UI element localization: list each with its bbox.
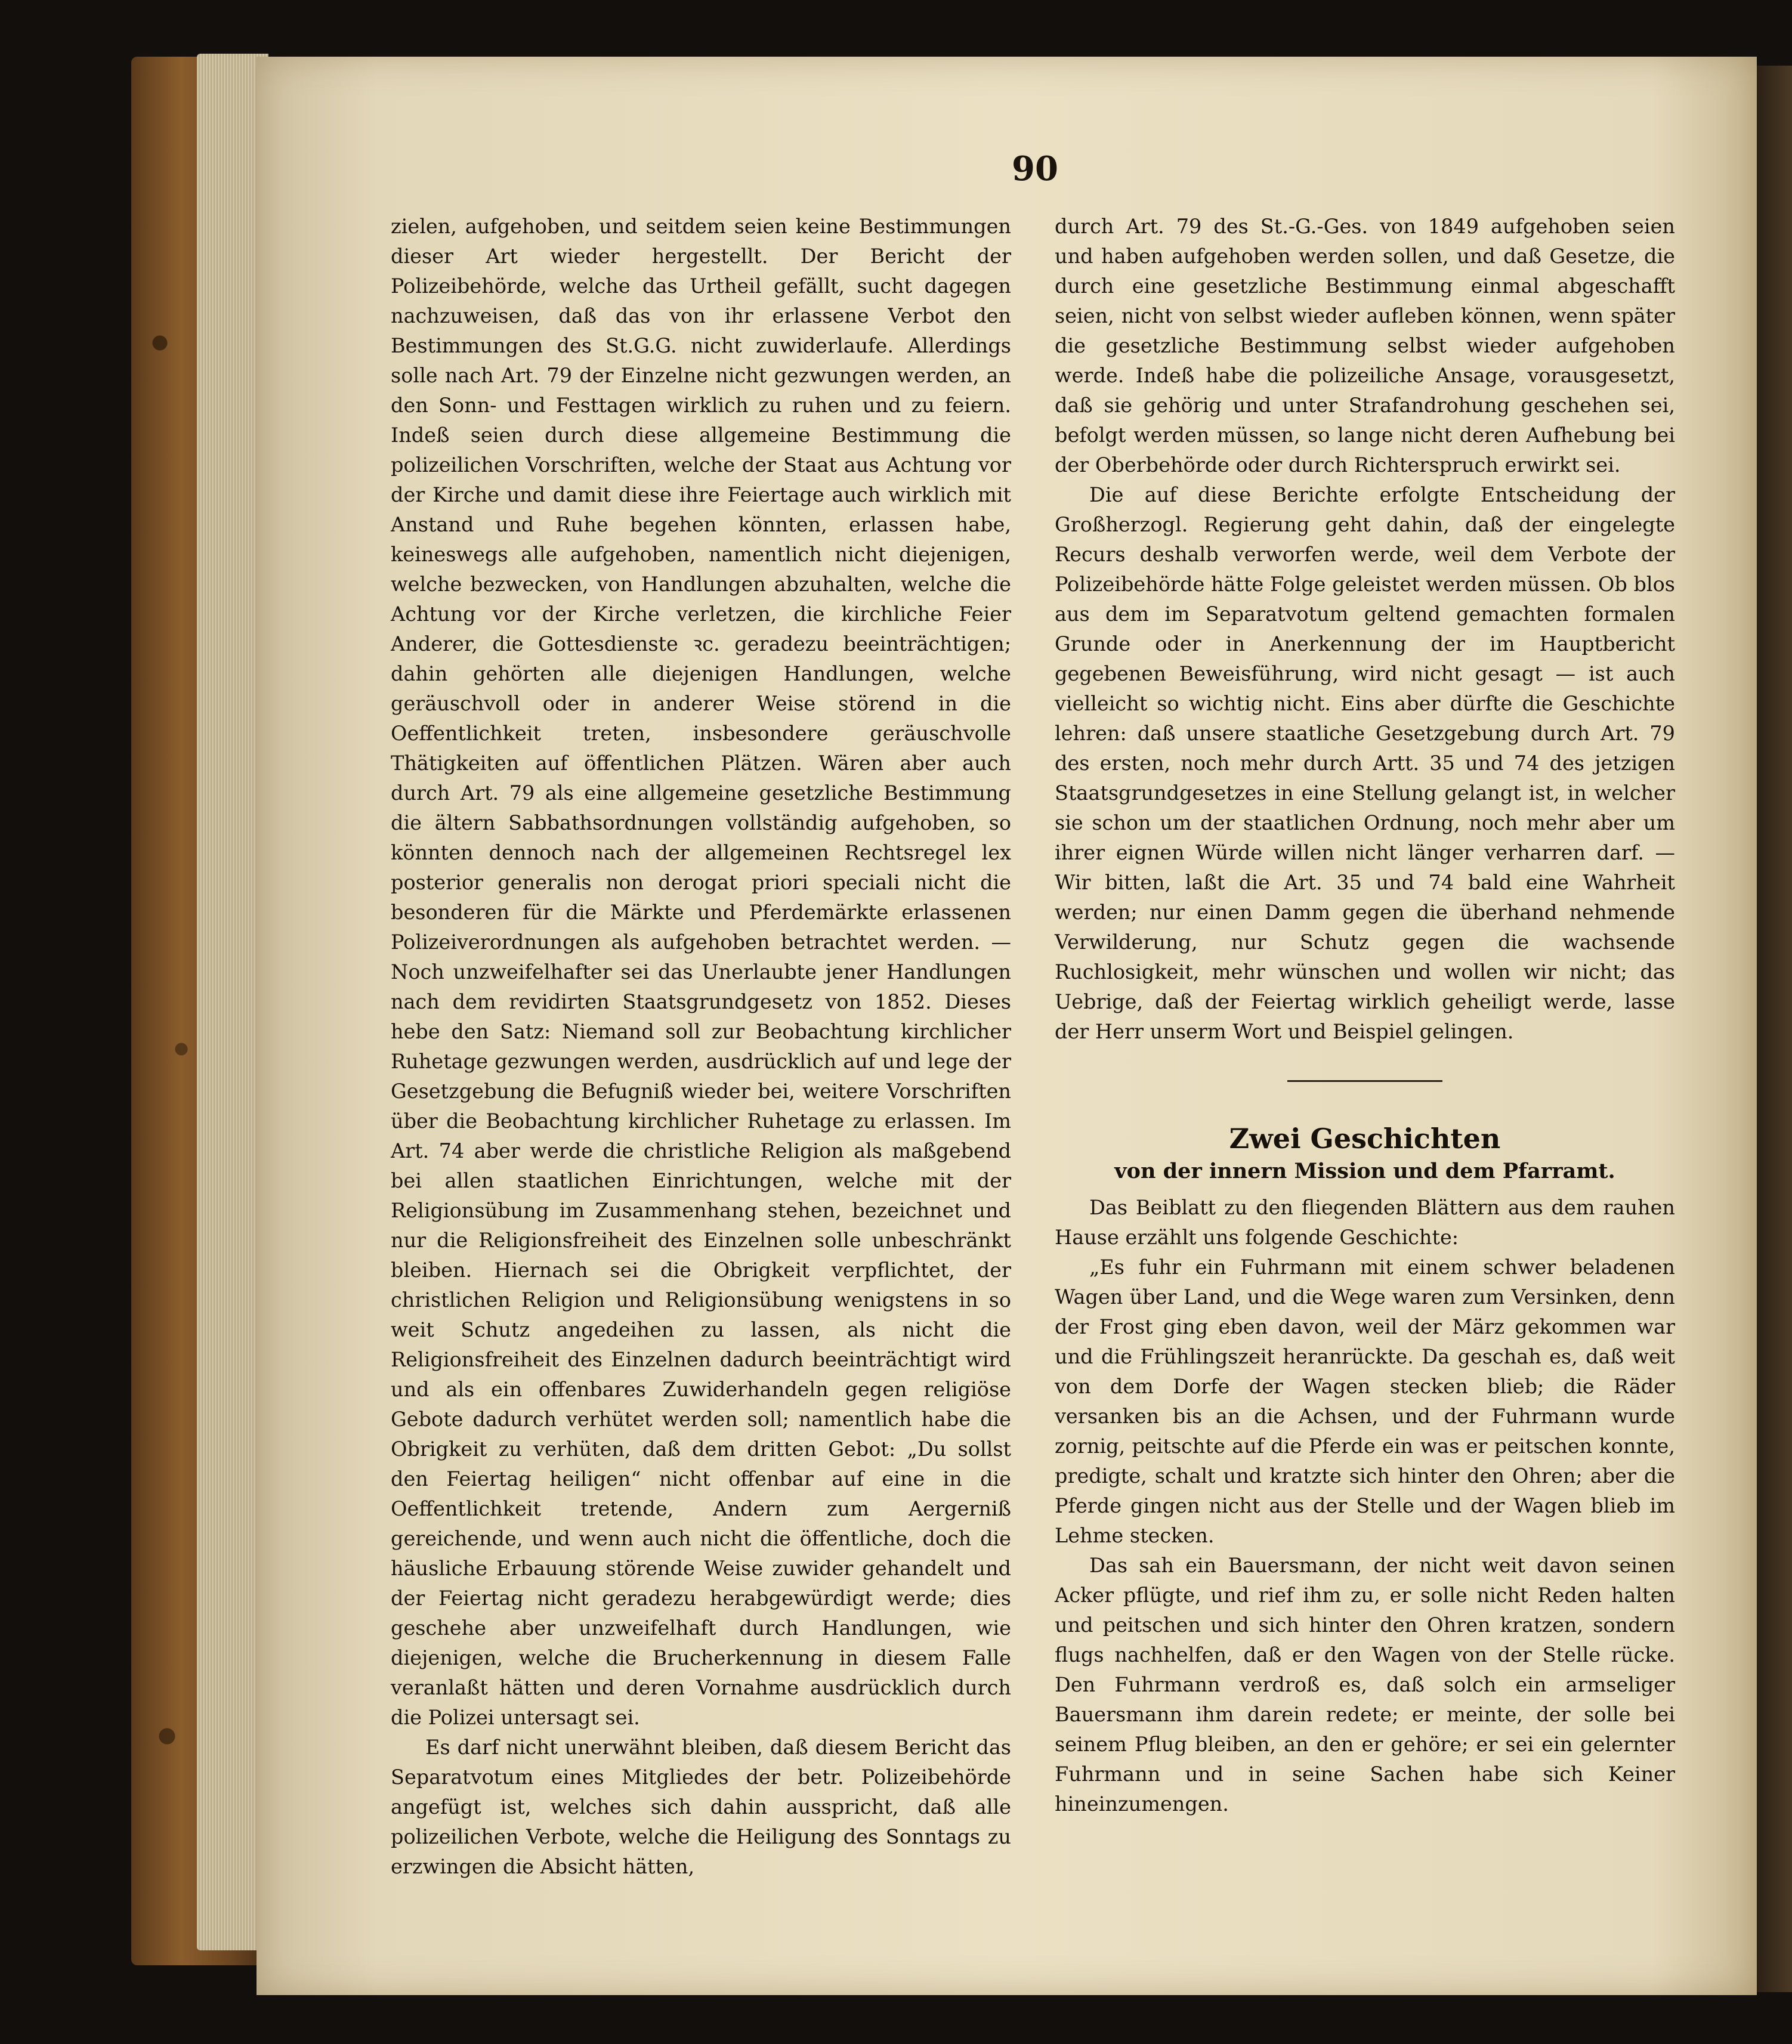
paragraph: „Es fuhr ein Fuhrmann mit einem schwer beladenen Wagen über Land, und die Wege waren zum Versinken, denn der Frost ging eben davon, weil der März gekommen war und die Frühlingszeit heranrückte. Da geschah es, daß weit von dem Dorfe der Wagen stecken blieb; die Räder versanken bis an die Achsen, und der Fuhrmann wurde zornig, peitschte auf die Pferde ein was er peitschen konnte, predigte, schalt und kratzte sich hinter den Ohren; aber die Pferde gingen nicht aus der Stelle und der Wagen blieb im Lehme stecken. — [1055, 1256, 1675, 1547]
left-column — [391, 212, 1011, 1882]
paragraph: Das Beiblatt zu den fliegenden Blättern aus dem rauhen Hause erzählt uns folgende Geschichte: — [1055, 1196, 1675, 1249]
page-number: 90 — [1012, 149, 1058, 188]
right-page-edge — [1757, 66, 1792, 1992]
paragraph: Die auf diese Berichte erfolgte Entscheidung der Großherzogl. Regierung geht dahin, daß der eingelegte Recurs deshalb verworfen werde, weil dem Verbote der Polizeibehörde hätte Folge geleistet werden müssen. Ob blos aus dem im Separatvotum geltend gemachten formalen Grunde oder in Anerkennung der im Hauptbericht gegebenen Beweisführung, wird nicht gesagt — ist auch vielleicht so wichtig nicht. Eins aber dürfte die Geschichte lehren: daß unsere staatliche Gesetzgebung durch Art. 79 des ersten, noch mehr durch Artt. 35 und 74 des jetzigen Staatsgrundgesetzes in eine Stellung gelangt ist, in welcher sie schon um der staatlichen Ordnung, noch mehr aber um ihrer eignen Würde willen nicht länger verharren darf. — Wir bitten, laßt die Art. 35 und 74 bald eine Wahrheit werden; nur einen Damm gegen die überhand nehmende Verwilderung, nur Schutz gegen die wachsende Ruchlosigkeit, mehr wünschen und wollen wir nicht; das Uebrige, daß der Feiertag wirklich geheiligt werde, lasse der Herr unserm Wort und Beispiel gelingen. — [1055, 483, 1675, 1043]
section-title: Zwei Geschichten — [1229, 1123, 1501, 1155]
paragraph: Es darf nicht unerwähnt bleiben, daß diesem Bericht das Separatvotum eines Mitgliedes der betr. Polizeibehörde angefügt ist, welches sich dahin ausspricht, daß alle polizeilichen Verbote, welche die Heiligung des Sonntags zu erzwingen die Absicht hätten, — [391, 1736, 1011, 1878]
paragraph: durch Art. 79 des St.-G.-Ges. von 1849 aufgehoben seien und haben aufgehoben werden sollen, und daß Gesetze, die durch eine gesetzliche Bestimmung einmal abgeschafft seien, nicht von selbst wieder aufleben können, wenn später die gesetzliche Bestimmung selbst wieder aufgehoben werde. Indeß habe die polizeiliche Ansage, vorausgesetzt, daß sie gehörig und unter Strafandrohung geschehen sei, befolgt werden müssen, so lange nicht deren Aufhebung bei der Oberbehörde oder durch Richterspruch erwirkt sei. — [1055, 215, 1675, 477]
right-column — [1055, 212, 1675, 1819]
paragraph: Das sah ein Bauersmann, der nicht weit davon seinen Acker pflügte, und rief ihm zu, er solle nicht Reden halten und peitschen und sich hinter den Ohren kratzen, sondern flugs nachhelfen, daß er den Wagen von der Stelle rücke. Den Fuhrmann verdroß es, daß solch ein armseliger Bauersmann ihm darein redete; er meinte, der solle bei seinem Pflug bleiben, an den er gehöre; er sei ein gelernter Fuhrmann und in seine Sachen habe sich Keiner hineinzumengen. — [1055, 1554, 1675, 1816]
section-subtitle: von der innern Mission und dem Pfarramt. — [1114, 1159, 1615, 1183]
paragraph: zielen, aufgehoben, und seitdem seien keine Bestimmungen dieser Art wieder hergestellt. Der Bericht der Polizeibehörde, welche das Urtheil gefällt, sucht dagegen nachzuweisen, daß das von ihr erlassene Verbot den Bestimmungen des St.G.G. nicht zuwiderlaufe. Allerdings solle nach Art. 79 der Einzelne nicht gezwungen werden, an den Sonn- und Festtagen wirklich zu ruhen und zu feiern. Indeß seien durch diese allgemeine Bestimmung die polizeilichen Vorschriften, welche der Staat aus Achtung vor der Kirche und damit diese ihre Feiertage auch wirklich mit Anstand und Ruhe begehen könnten, erlassen habe, keineswegs alle aufgehoben, namentlich nicht diejenigen, welche bezwecken, von Handlungen abzuhalten, welche die Achtung vor der Kirche verletzen, die kirchliche Feier Anderer, die Gottesdienste ꝛc. geradezu beeinträchtigen; dahin gehörten alle diejenigen Handlungen, welche geräuschvoll oder in anderer Weise störend in die Oeffentlichkeit treten, insbesondere geräuschvolle Thätigkeiten auf öffentlichen Plätzen. Wären aber auch durch Art. 79 als eine allgemeine gesetzliche Bestimmung die ältern Sabbathsordnungen vollständig aufgehoben, so könnten dennoch nach der allgemeinen Rechtsregel lex posterior generalis non derogat priori speciali nicht die besonderen für die Märkte und Pferdemärkte erlassenen Polizeiverordnungen als aufgehoben betrachtet werden. — Noch unzweifelhafter sei das Unerlaubte jener Handlungen nach dem revidirten Staatsgrundgesetz von 1852. Dieses hebe den Satz: Niemand soll zur Beobachtung kirchlicher Ruhetage gezwungen werden, ausdrücklich auf und lege der Gesetzgebung die Befugniß wieder bei, weitere Vorschriften über die Beobachtung kirchlicher Ruhetage zu erlassen. Im Art. 74 aber werde die christliche Religion als maßgebend bei allen staatlichen Einrichtungen, welche mit der Religionsübung im Zusammenhang stehen, bezeichnet und nur die Religionsfreiheit des Einzelnen solle unbeschränkt bleiben. Hiernach sei die Obrigkeit verpflichtet, der christlichen Religion und Religionsübung wenigstens in so weit Schutz angedeihen zu lassen, als nicht die Religionsfreiheit des Einzelnen dadurch beeinträchtigt wird und als ein offenbares Zuwiderhandeln gegen religiöse Gebote dadurch verhütet werden soll; namentlich habe die Obrigkeit zu verhüten, daß dem dritten Gebot: „Du sollst den Feiertag heiligen“ nicht offenbar auf eine in die Oeffentlichkeit tretende, Andern zum Aergerniß gereichende, und wenn auch nicht die öffentliche, doch die häusliche Erbauung störende Weise zuwider gehandelt und der Feiertag nicht geradezu herabgewürdigt werde; dies geschehe aber unzweifelhaft durch Handlungen, wie diejenigen, welche die Brucherkennung in diesem Falle veranlaßt hätten und deren Vornahme ausdrücklich durch die Polizei untersagt sei. — [391, 215, 1011, 1729]
section-divider — [1287, 1080, 1442, 1082]
